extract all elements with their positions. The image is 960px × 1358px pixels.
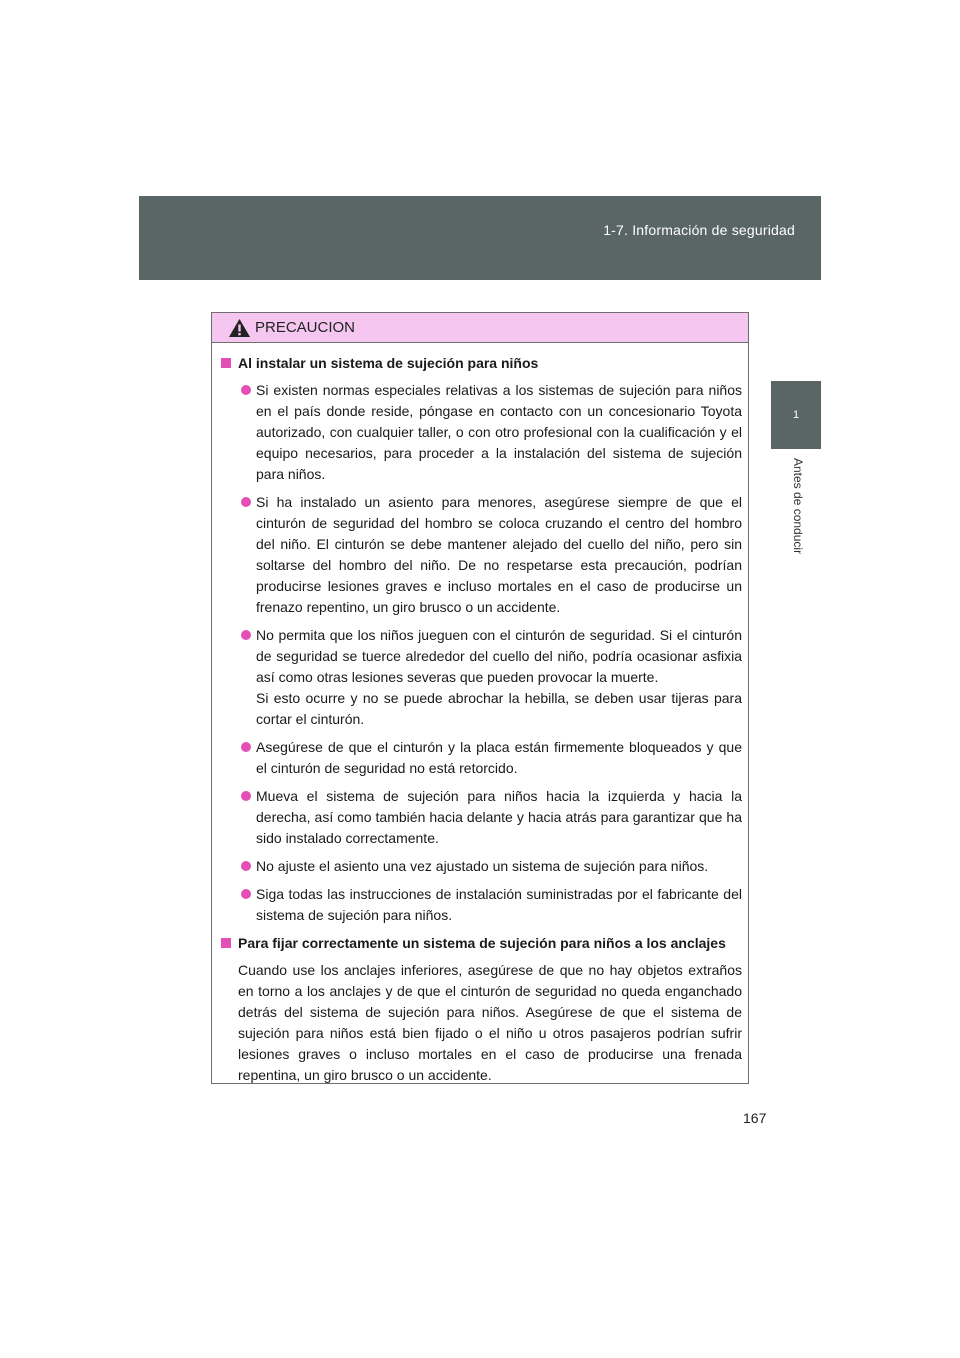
list-item xyxy=(241,625,742,730)
section-heading xyxy=(221,353,742,374)
caution-header xyxy=(212,313,748,343)
list-item xyxy=(241,737,742,779)
bullet-dot-icon xyxy=(241,630,251,640)
list-item-text: Mueva el sistema de sujeción para niños hacia la izquierda y hacia la derecha, así como también hacia delante y hacia atrás para garantizar que ha sido instalado correctamente. xyxy=(256,788,742,846)
list-item xyxy=(241,884,742,926)
chapter-number: 1 xyxy=(792,409,800,421)
warning-icon xyxy=(228,318,251,338)
list-item-text: Asegúrese de que el cinturón y la placa están firmemente bloqueados y que el cinturón de seguridad no está retorcido. xyxy=(256,739,742,776)
list-item-text: No ajuste el asiento una vez ajustado un sistema de sujeción para niños. xyxy=(256,858,709,874)
section-heading-text: Al instalar un sistema de sujeción para niños xyxy=(238,355,539,371)
caution-box xyxy=(211,312,749,1084)
bullet-dot-icon xyxy=(241,742,251,752)
chapter-label: Antes de conducir xyxy=(791,458,805,555)
list-item xyxy=(241,856,742,877)
bullet-dot-icon xyxy=(241,385,251,395)
bullet-dot-icon xyxy=(241,889,251,899)
list-item-text xyxy=(256,625,742,730)
list-item-paragraph: No permita que los niños jueguen con el cinturón de seguridad. Si el cinturón de seguridad se tuerce alrededor del cuello del niño, podría ocasionar asfixia así como otras lesiones severas que pueden provocar la muerte. xyxy=(256,627,742,685)
list-item xyxy=(241,380,742,485)
list-item-paragraph: Si esto ocurre y no se puede abrochar la hebilla, se deben usar tijeras para cortar el cinturón. xyxy=(256,690,742,727)
page-number: 167 xyxy=(743,1110,767,1126)
bullet-dot-icon xyxy=(241,791,251,801)
list-item xyxy=(241,786,742,849)
header-band xyxy=(139,196,821,280)
chapter-tab xyxy=(771,381,821,449)
caution-title: PRECAUCION xyxy=(255,319,356,336)
square-bullet-icon xyxy=(221,358,231,368)
square-bullet-icon xyxy=(221,938,231,948)
list-item-text: Siga todas las instrucciones de instalación suministradas por el fabricante del sistema de sujeción para niños. xyxy=(256,886,742,923)
list-item-text: Si ha instalado un asiento para menores, asegúrese siempre de que el cinturón de seguridad del hombro se coloca cruzando el centro del hombro del niño. El cinturón se debe mantener alejado del cuello del niño, pero sin soltarse del hombro del niño. De no respetarse esta precaución, podrían producirse lesiones graves e incluso mortales en el caso de producirse un frenazo repentino, un giro brusco o un accidente. xyxy=(256,494,742,615)
section-title: 1-7. Información de seguridad xyxy=(603,222,795,238)
bullet-dot-icon xyxy=(241,861,251,871)
bullet-dot-icon xyxy=(241,497,251,507)
list-item-text: Si existen normas especiales relativas a los sistemas de sujeción para niños en el país donde reside, póngase en contacto con un concesionario Toyota autorizado, con cualquier taller, o con otro profesional con la cualificación y el equipo necesarios, para proceder a la instalación del sistema de sujeción para niños. xyxy=(256,382,742,482)
section-heading-text: Para fijar correctamente un sistema de sujeción para niños a los anclajes xyxy=(238,935,726,951)
section-heading xyxy=(221,933,742,954)
list-item xyxy=(241,492,742,618)
caution-body xyxy=(212,343,748,1086)
section-paragraph: Cuando use los anclajes inferiores, asegúrese de que no hay objetos extraños en torno a los anclajes y de que el cinturón de seguridad no queda enganchado detrás del sistema de sujeción para niños. Asegúrese de que el sistema de sujeción para niños está bien fijado o el niño u otros pasajeros podrían sufrir lesiones graves o incluso mortales en el caso de producirse una frenada repentina, un giro brusco o un accidente. xyxy=(238,962,742,1083)
